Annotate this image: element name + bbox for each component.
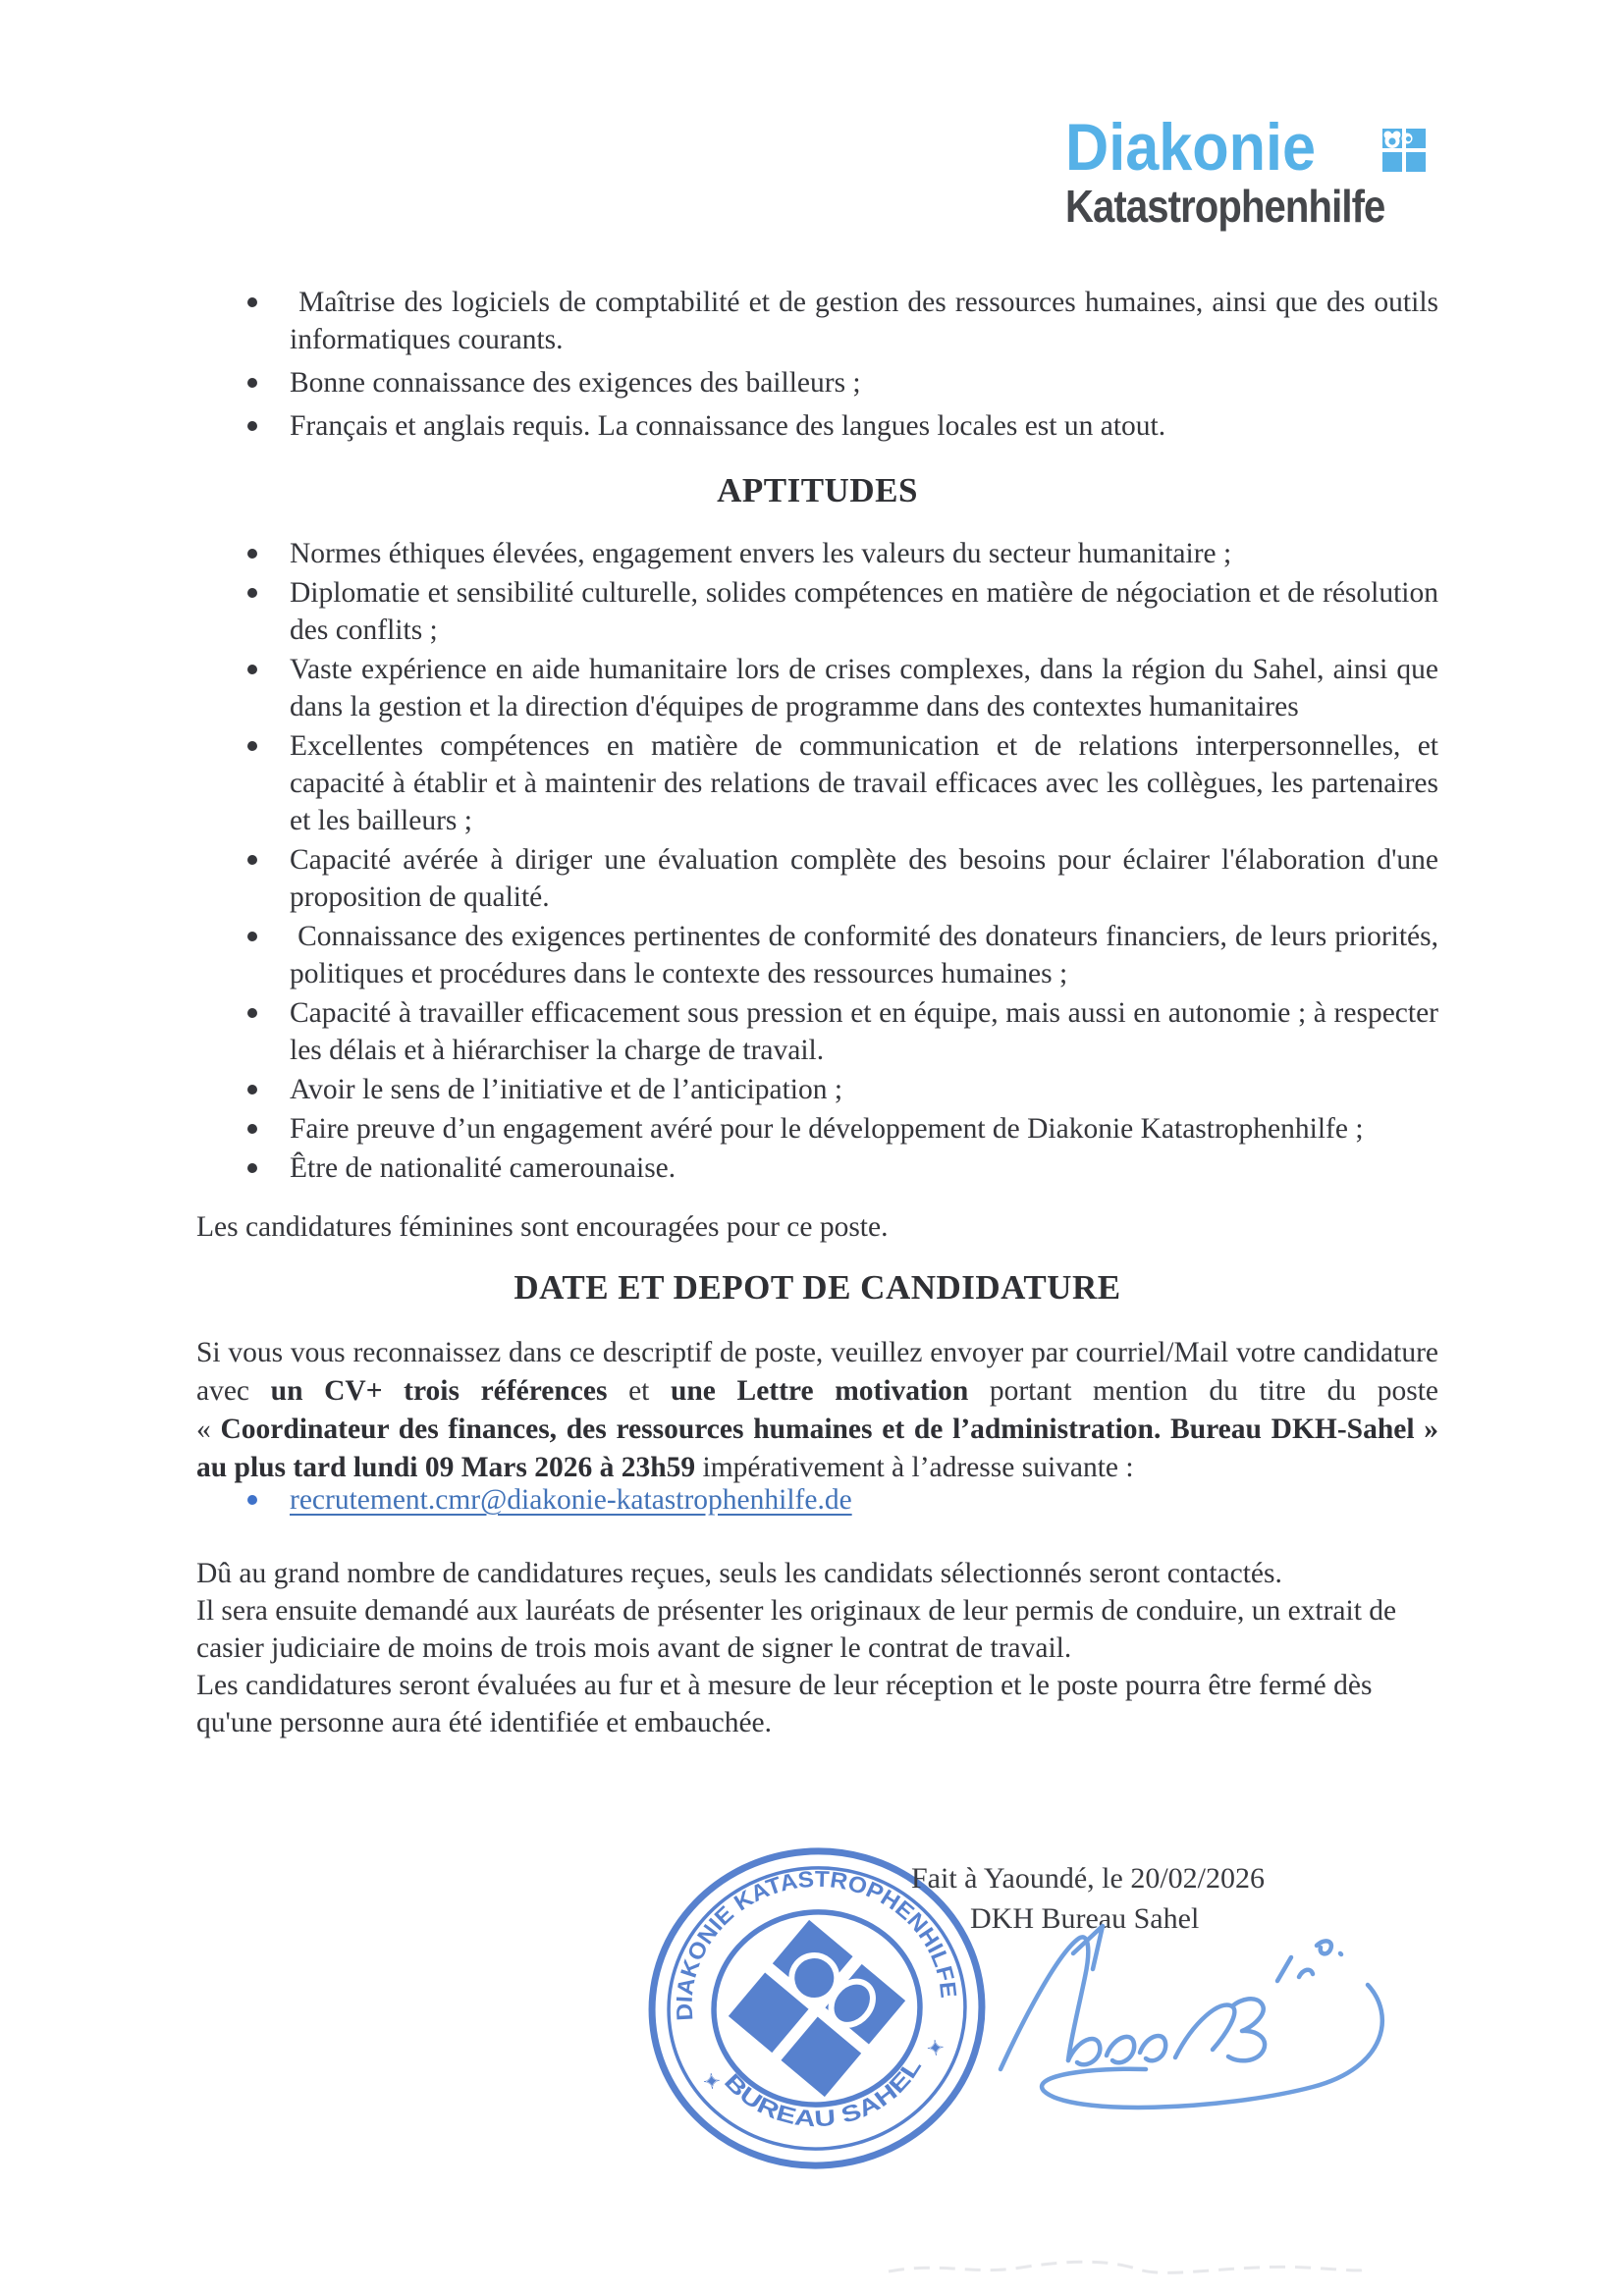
- paragraph: Les candidatures seront évaluées au fur et à mesure de leur réception et le poste pourra être fermé dès qu'une personne aura été identifiée et embauchée.: [196, 1670, 1373, 1738]
- logo-subtitle: Katastrophenhilfe: [1065, 181, 1385, 232]
- text-run: et: [607, 1375, 671, 1407]
- paragraph: Dû au grand nombre de candidatures reçues, seuls les candidats sélectionnés seront contactés.: [196, 1558, 1282, 1589]
- stamp-star-left: ✦: [702, 2069, 722, 2095]
- list-item: Avoir le sens de l’initiative et de l’anticipation ;: [196, 1071, 1438, 1108]
- bold-run: Coordinateur des finances, des ressources humaines et de l’administration. Bureau DKH-Sahel » au plus tard lundi 09 Mars 2026 à 23h59: [196, 1414, 1438, 1483]
- email-list: [196, 1481, 1438, 1519]
- diakonie-cross-icon: [1381, 128, 1427, 173]
- brand-logo: [1065, 110, 1458, 232]
- list-item: Capacité à travailler efficacement sous pression et en équipe, mais aussi en autonomie ; à respecter les délais et à hiérarchiser la charge de travail.: [196, 994, 1438, 1069]
- list-item: Capacité avérée à diriger une évaluation complète des besoins pour éclairer l'élaboration d'une proposition de qualité.: [196, 841, 1438, 916]
- paragraph: Il sera ensuite demandé aux lauréats de présenter les originaux de leur permis de conduire, un extrait de casier judiciaire de moins de trois mois avant de signer le contrat de travail.: [196, 1595, 1397, 1664]
- stamp-star-right: ✦: [926, 2036, 946, 2061]
- stamp-center-emblem: [729, 1920, 905, 2097]
- office-line: DKH Bureau Sahel: [970, 1902, 1200, 1935]
- text-run: Si vous vous reconnaissez dans ce descriptif de poste, veuillez envoyer par courriel/Mail votre candidature avec: [196, 1337, 1438, 1407]
- text-run: impérativement à l’adresse suivante :: [695, 1452, 1134, 1483]
- list-item: Faire preuve d’un engagement avéré pour le développement de Diakonie Katastrophenhilfe ;: [196, 1110, 1438, 1148]
- aptitudes-heading: APTITUDES: [717, 471, 918, 509]
- logo-wordmark: Diakonie: [1065, 110, 1317, 185]
- bold-run: une Lettre motivation: [670, 1375, 969, 1407]
- stamp-ring-text-top: DIAKONIE KATASTROPHENHILFE: [671, 1865, 962, 2022]
- text-run: portant mention du titre du poste «: [196, 1375, 1439, 1445]
- list-item: Être de nationalité camerounaise.: [196, 1149, 1438, 1187]
- list-item: Diplomatie et sensibilité culturelle, solides compétences en matière de négociation et de résolution des conflits ;: [196, 574, 1438, 649]
- place-date-line: Fait à Yaoundé, le 20/02/2026: [911, 1862, 1265, 1895]
- bold-run: un CV+ trois références: [270, 1375, 608, 1407]
- list-item: Bonne connaissance des exigences des bailleurs ;: [196, 364, 1438, 401]
- email-list-item: [196, 1481, 1438, 1519]
- female-encouragement-note: Les candidatures féminines sont encouragées pour ce poste.: [196, 1211, 889, 1243]
- list-item: Maîtrise des logiciels de comptabilité et de gestion des ressources humaines, ainsi que des outils informatiques courants.: [196, 284, 1438, 358]
- list-item: Normes éthiques élevées, engagement envers les valeurs du secteur humanitaire ;: [196, 535, 1438, 572]
- handwritten-signature: [987, 1920, 1419, 2134]
- aptitudes-list: [196, 535, 1438, 1189]
- list-item: Français et anglais requis. La connaissance des langues locales est un atout.: [196, 407, 1438, 445]
- application-heading: DATE ET DEPOT DE CANDIDATURE: [514, 1268, 1121, 1307]
- list-item: Connaissance des exigences pertinentes de conformité des donateurs financiers, de leurs priorités, politiques et procédures dans le contexte des ressources humaines ;: [196, 918, 1438, 992]
- application-email-link[interactable]: recrutement.cmr@diakonie-katastrophenhilfe.de: [290, 1484, 852, 1516]
- faint-scan-artifact: [884, 2254, 1375, 2285]
- stamp-ring-text-bottom: BUREAU SAHEL: [719, 2056, 924, 2132]
- closing-notes: [196, 1555, 1441, 1741]
- list-item: Vaste expérience en aide humanitaire lors de crises complexes, dans la région du Sahel, ainsi que dans la gestion et la direction d'équipes de programme dans des contextes humanitaires: [196, 651, 1438, 725]
- requirements-list: [196, 284, 1438, 451]
- application-instructions: [196, 1334, 1438, 1487]
- list-item: Excellentes compétences en matière de communication et de relations interpersonnelles, et capacité à établir et à maintenir des relations de travail efficaces avec les collègues, les partenaires et les bailleurs ;: [196, 727, 1438, 839]
